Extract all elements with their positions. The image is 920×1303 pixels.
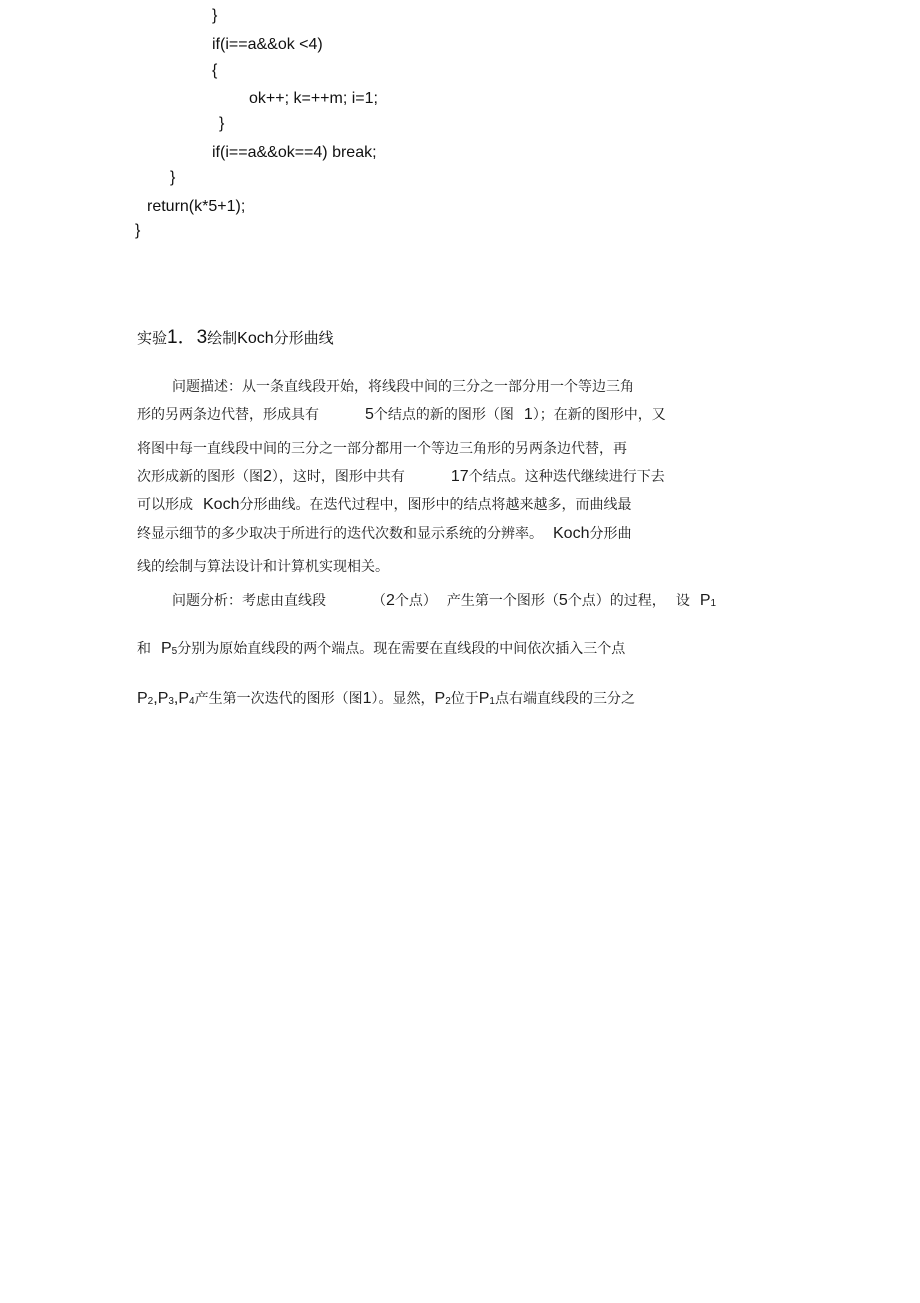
text-span: , xyxy=(153,690,158,707)
text-span: 产生第一个图形（ xyxy=(446,593,559,609)
code-line: { xyxy=(212,62,218,79)
text-span: 问题分析：考虑由直线段 xyxy=(172,593,326,609)
paragraph-line xyxy=(137,405,666,425)
code-line: if(i==a&&ok==4) break; xyxy=(212,144,377,161)
point-count: 5 xyxy=(558,592,568,609)
text-span: 个点）的过程， xyxy=(567,593,666,609)
section-title-action: 绘制 xyxy=(207,329,238,347)
point-label: P xyxy=(434,690,446,707)
text-span: ），这时，图形中共有 xyxy=(271,469,405,485)
figure-ref: 1 xyxy=(523,406,533,423)
section-title-prefix: 实验 xyxy=(137,329,168,347)
text-span: 形的另两条边代替，形成具有 xyxy=(137,407,319,423)
text-span: 产生第一次迭代的图形（图 xyxy=(194,691,363,707)
text-span: 和 xyxy=(137,641,151,657)
text-span: ）；在新的图形中，又 xyxy=(532,407,666,423)
text-span: 可以形成 xyxy=(137,497,193,513)
section-title xyxy=(137,322,334,349)
paragraph-line xyxy=(137,524,631,544)
point-label: P xyxy=(137,690,148,707)
text-span: 分形曲线。在迭代过程中，图形中的结点将越来越多，而曲线最 xyxy=(239,497,632,513)
point-subscript: 2 xyxy=(147,696,154,707)
text-span: 位于 xyxy=(450,691,479,707)
point-subscript: 3 xyxy=(168,696,174,707)
figure-ref: 1 xyxy=(362,690,372,707)
koch-term: Koch xyxy=(203,496,240,513)
text-span: 问题描述：从一条直线段开始，将线段中间的三分之一部分用一个等边三角 xyxy=(172,379,634,395)
koch-term: Koch xyxy=(553,525,590,542)
text-span: 线的绘制与算法设计和计算机实现相关。 xyxy=(137,559,389,575)
figure-ref: 2 xyxy=(263,468,272,485)
section-title-subject: Koch xyxy=(237,330,274,347)
code-line: if(i==a&&ok <4) xyxy=(212,36,323,53)
code-line: } xyxy=(135,222,141,239)
text-span: 个结点。这种迭代继续进行下去 xyxy=(468,469,665,485)
paragraph-line xyxy=(172,591,716,614)
text-span: ）。显然， xyxy=(371,691,435,707)
point-count: 2 xyxy=(386,592,395,609)
paragraph-line xyxy=(137,467,665,487)
node-count: 17 xyxy=(450,468,469,485)
text-span: 终显示细节的多少取决于所进行的迭代次数和显示系统的分辨率。 xyxy=(137,526,543,542)
paragraph-line xyxy=(137,495,631,515)
paragraph-line xyxy=(137,557,389,577)
text-span: 个点） xyxy=(394,593,437,609)
text-span: （ xyxy=(372,593,386,609)
paragraph-line xyxy=(172,377,634,397)
code-line: } xyxy=(170,169,176,186)
text-span: 次形成新的图形（图 xyxy=(137,469,263,485)
code-line: return(k*5+1); xyxy=(147,198,246,215)
point-label: P xyxy=(478,690,490,707)
code-line: } xyxy=(212,7,218,24)
point-label: P xyxy=(157,690,169,707)
text-span: 点右端直线段的三分之 xyxy=(494,691,635,707)
text-span: 设 xyxy=(675,593,690,609)
code-line: ok++; k=++m; i=1; xyxy=(249,90,378,107)
text-span: 分别为原始直线段的两个端点。现在需要在直线段的中间依次插入三个点 xyxy=(177,641,626,657)
text-span: 个结点的新的图形（图 xyxy=(373,407,514,423)
code-line: } xyxy=(219,115,225,132)
paragraph-line xyxy=(137,639,625,662)
node-count: 5 xyxy=(365,406,374,423)
paragraph-line xyxy=(137,439,627,459)
point-subscript: 1 xyxy=(489,696,495,707)
paragraph-line xyxy=(137,689,635,712)
point-subscript: 2 xyxy=(445,696,451,707)
point-label: P xyxy=(699,592,711,609)
text-span: 分形曲 xyxy=(589,526,632,542)
text-span: , xyxy=(173,690,179,707)
point-subscript: 5 xyxy=(171,646,178,657)
point-subscript: 4 xyxy=(189,696,195,707)
point-subscript: 1 xyxy=(710,598,717,609)
point-label: P xyxy=(161,640,172,657)
text-span: 将图中每一直线段中间的三分之一部分都用一个等边三角形的另两条边代替，再 xyxy=(137,441,627,457)
section-title-suffix: 分形曲线 xyxy=(273,329,334,347)
point-label: P xyxy=(178,690,190,707)
section-number: 1．3 xyxy=(167,327,208,348)
